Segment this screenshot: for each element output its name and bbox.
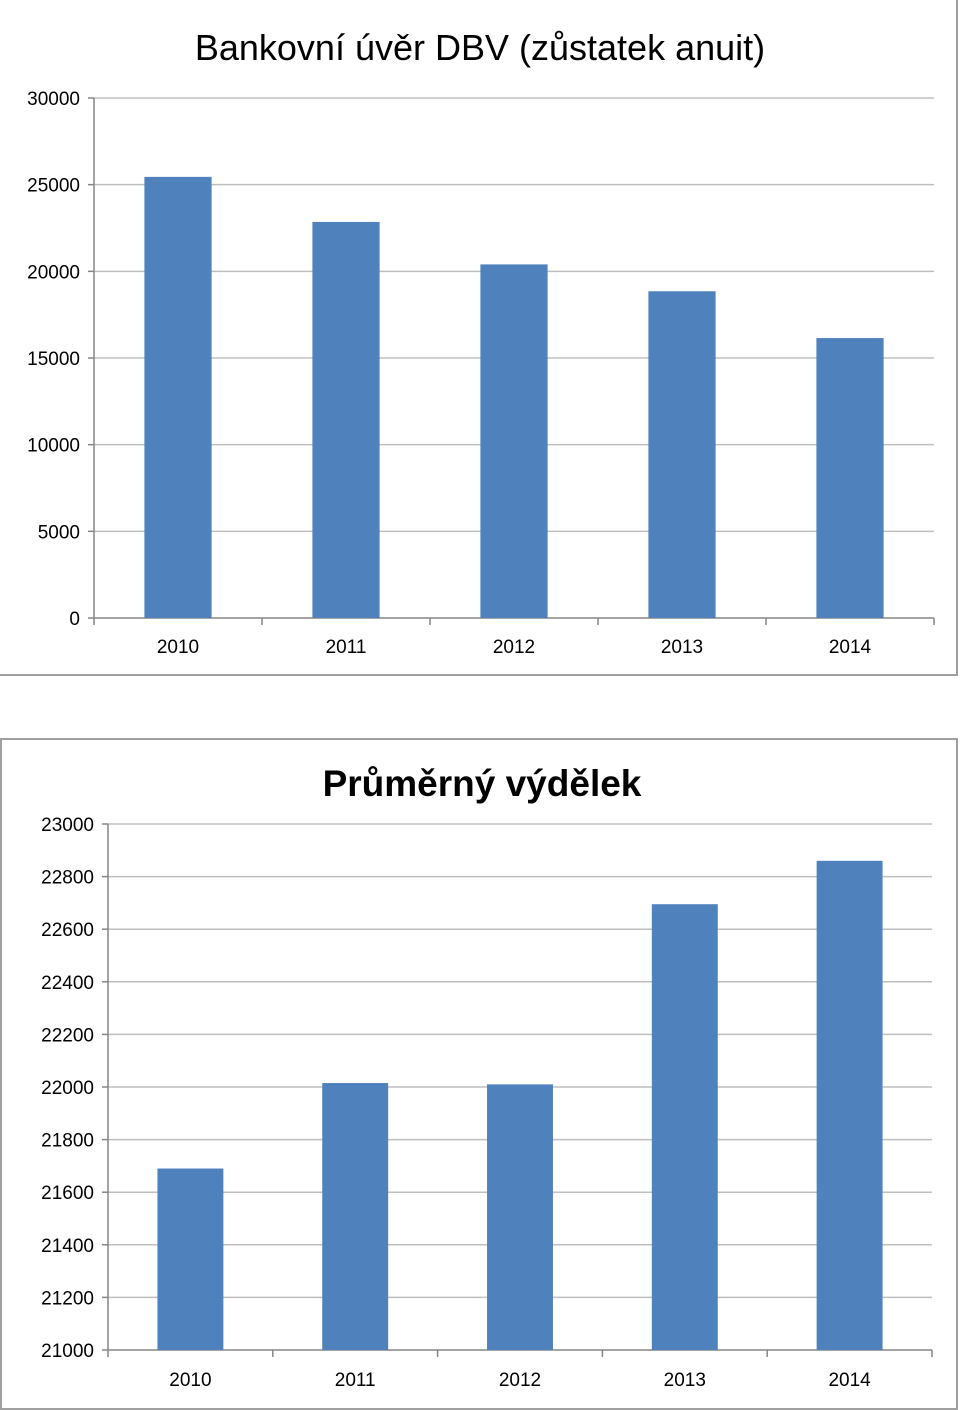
x-tick-label: 2012	[498, 1370, 542, 1391]
bar-2011	[322, 1083, 388, 1350]
bar-2014	[817, 861, 883, 1350]
y-tick-label: 30000	[27, 89, 80, 110]
chart-1-title: Bankovní úvěr DBV (zůstatek anuit)	[194, 27, 766, 68]
y-tick-label: 5000	[37, 522, 80, 544]
bar-2013	[648, 291, 715, 618]
x-tick-label: 2014	[828, 637, 872, 658]
y-tick-label: 21600	[41, 1183, 94, 1205]
bar-2012	[480, 264, 547, 618]
y-tick-label: 25000	[27, 175, 80, 197]
y-tick-label: 22200	[41, 1025, 94, 1047]
x-tick-label: 2011	[325, 637, 367, 658]
x-tick-label: 2010	[156, 637, 200, 658]
chart-prumerny-vydelek	[0, 738, 958, 1410]
y-tick-label: 10000	[27, 435, 80, 457]
bar-2012	[487, 1084, 553, 1350]
y-tick-label: 21400	[41, 1235, 94, 1257]
bar-2014	[816, 338, 883, 618]
x-tick-label: 2012	[492, 637, 536, 658]
x-tick-label: 2011	[334, 1370, 376, 1391]
chart-2-svg	[2, 740, 958, 1408]
y-tick-label: 20000	[27, 262, 80, 284]
y-tick-label: 22400	[41, 972, 94, 994]
y-tick-label: 22000	[41, 1078, 94, 1099]
x-tick-label: 2013	[660, 637, 704, 658]
y-tick-label: 22800	[41, 867, 94, 889]
x-tick-label: 2014	[828, 1370, 871, 1391]
bar-2011	[312, 222, 379, 618]
bar-2010	[157, 1169, 223, 1350]
chart-bankovni-uver	[0, 0, 958, 676]
y-tick-label: 22600	[41, 920, 94, 942]
y-tick-label: 23000	[41, 815, 94, 836]
chart-1-svg	[0, 0, 958, 676]
bar-2013	[652, 904, 718, 1350]
y-tick-label: 0	[69, 609, 80, 630]
y-tick-label: 15000	[27, 349, 80, 370]
bar-2010	[144, 177, 211, 618]
x-tick-label: 2010	[169, 1370, 212, 1391]
y-tick-label: 21800	[41, 1130, 94, 1152]
y-tick-label: 21200	[41, 1288, 94, 1310]
chart-2-title: Průměrný výdělek	[322, 763, 642, 804]
x-tick-label: 2013	[663, 1370, 706, 1391]
y-tick-label: 21000	[41, 1341, 94, 1362]
